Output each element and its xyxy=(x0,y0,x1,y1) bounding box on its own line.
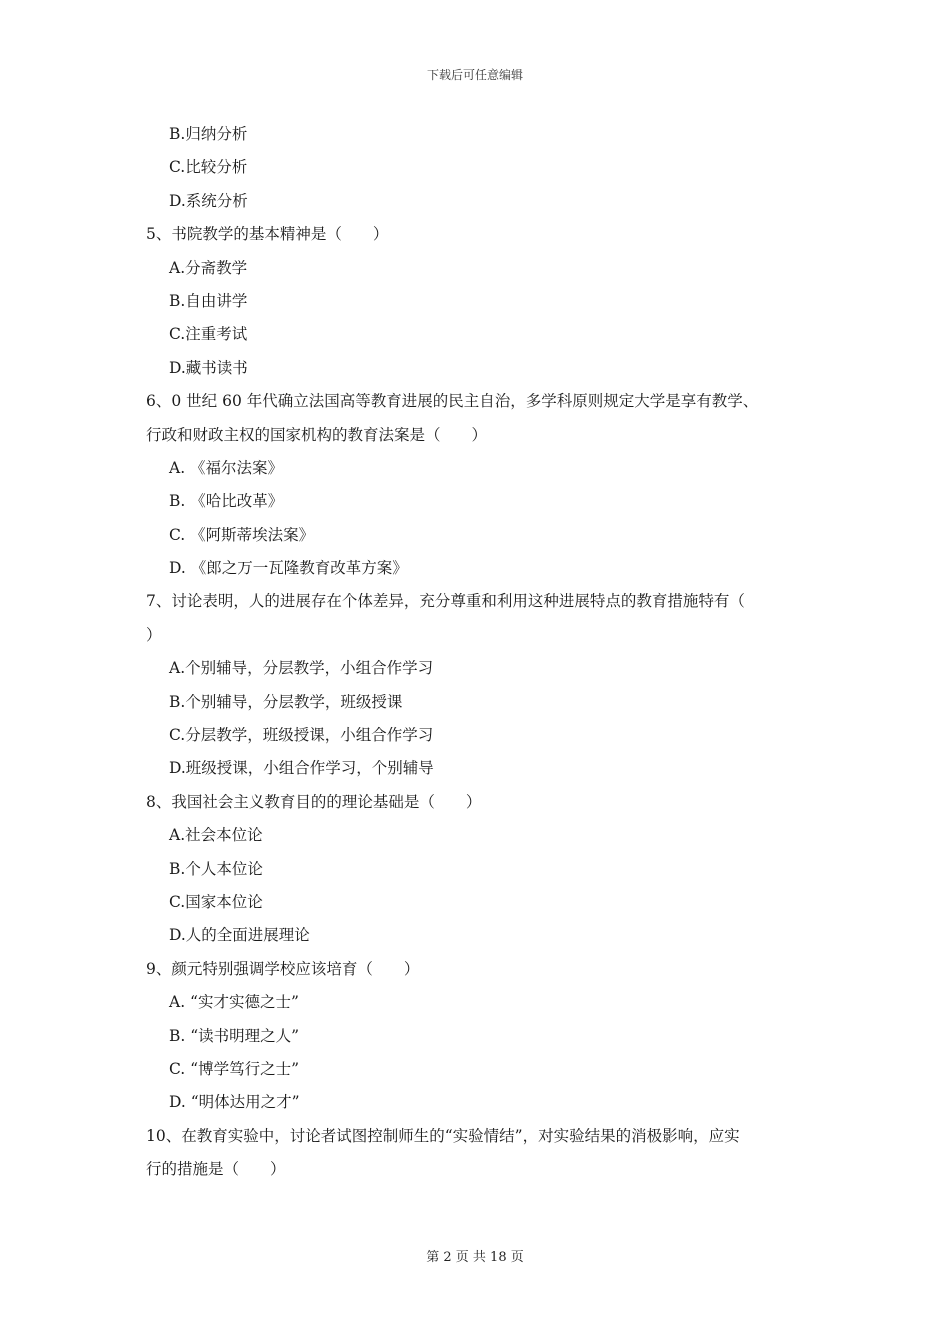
answer-option: A.社会本位论 xyxy=(169,826,263,845)
answer-option: A. 《福尔法案》 xyxy=(169,458,284,477)
answer-option: C.国家本位论 xyxy=(169,892,263,911)
answer-option: D.系统分析 xyxy=(169,191,248,210)
document-body xyxy=(146,118,816,1187)
question-text: 6、0 世纪 60 年代确立法国高等教育进展的民主自治，多学科原则规定大学是享有教学、 xyxy=(146,392,759,411)
page-footer: 第 2 页 共 18 页 xyxy=(426,1250,524,1265)
answer-option: A.分斋教学 xyxy=(169,258,248,277)
answer-option: D. “明体达用之才” xyxy=(169,1093,300,1112)
answer-option: D.班级授课，小组合作学习，个别辅导 xyxy=(169,759,434,778)
answer-option: B.自由讲学 xyxy=(169,291,248,310)
answer-option: B.归纳分析 xyxy=(169,125,248,143)
answer-option: C. “博学笃行之士” xyxy=(169,1059,300,1078)
answer-option: C.比较分析 xyxy=(169,158,248,177)
answer-option: D. 《郎之万一瓦隆教育改革方案》 xyxy=(169,559,408,578)
question-text: 5、书院教学的基本精神是（ ） xyxy=(146,225,389,244)
answer-option: D.人的全面进展理论 xyxy=(169,926,310,945)
question-text: 8、我国社会主义教育目的的理论基础是（ ） xyxy=(146,792,482,811)
question-text: 行政和财政主权的国家机构的教育法案是（ ） xyxy=(146,425,488,444)
question-text: 9、颜元特别强调学校应该培育（ ） xyxy=(146,959,420,978)
question-text: 10、在教育实验中，讨论者试图控制师生的“实验情结”，对实验结果的消极影响，应实 xyxy=(146,1126,740,1145)
answer-option: B.个别辅导，分层教学，班级授课 xyxy=(169,692,403,711)
answer-option: C.分层教学，班级授课，小组合作学习 xyxy=(169,726,434,745)
answer-option: A.个别辅导，分层教学，小组合作学习 xyxy=(169,659,434,678)
answer-option: A. “实才实德之士” xyxy=(169,993,299,1012)
answer-option: C. 《阿斯蒂埃法案》 xyxy=(169,525,315,544)
answer-option: B. “读书明理之人” xyxy=(169,1026,300,1045)
page-header: 下载后可任意编辑 xyxy=(426,68,523,82)
question-text: ） xyxy=(146,625,162,644)
question-text: 7、讨论表明，人的进展存在个体差异，充分尊重和利用这种进展特点的教育措施特有（ xyxy=(146,592,745,611)
answer-option: B.个人本位论 xyxy=(169,859,263,878)
answer-option: B. 《哈比改革》 xyxy=(169,492,284,511)
answer-option: D.藏书读书 xyxy=(169,358,248,377)
question-text: 行的措施是（ ） xyxy=(146,1160,286,1179)
answer-option: C.注重考试 xyxy=(169,325,248,344)
